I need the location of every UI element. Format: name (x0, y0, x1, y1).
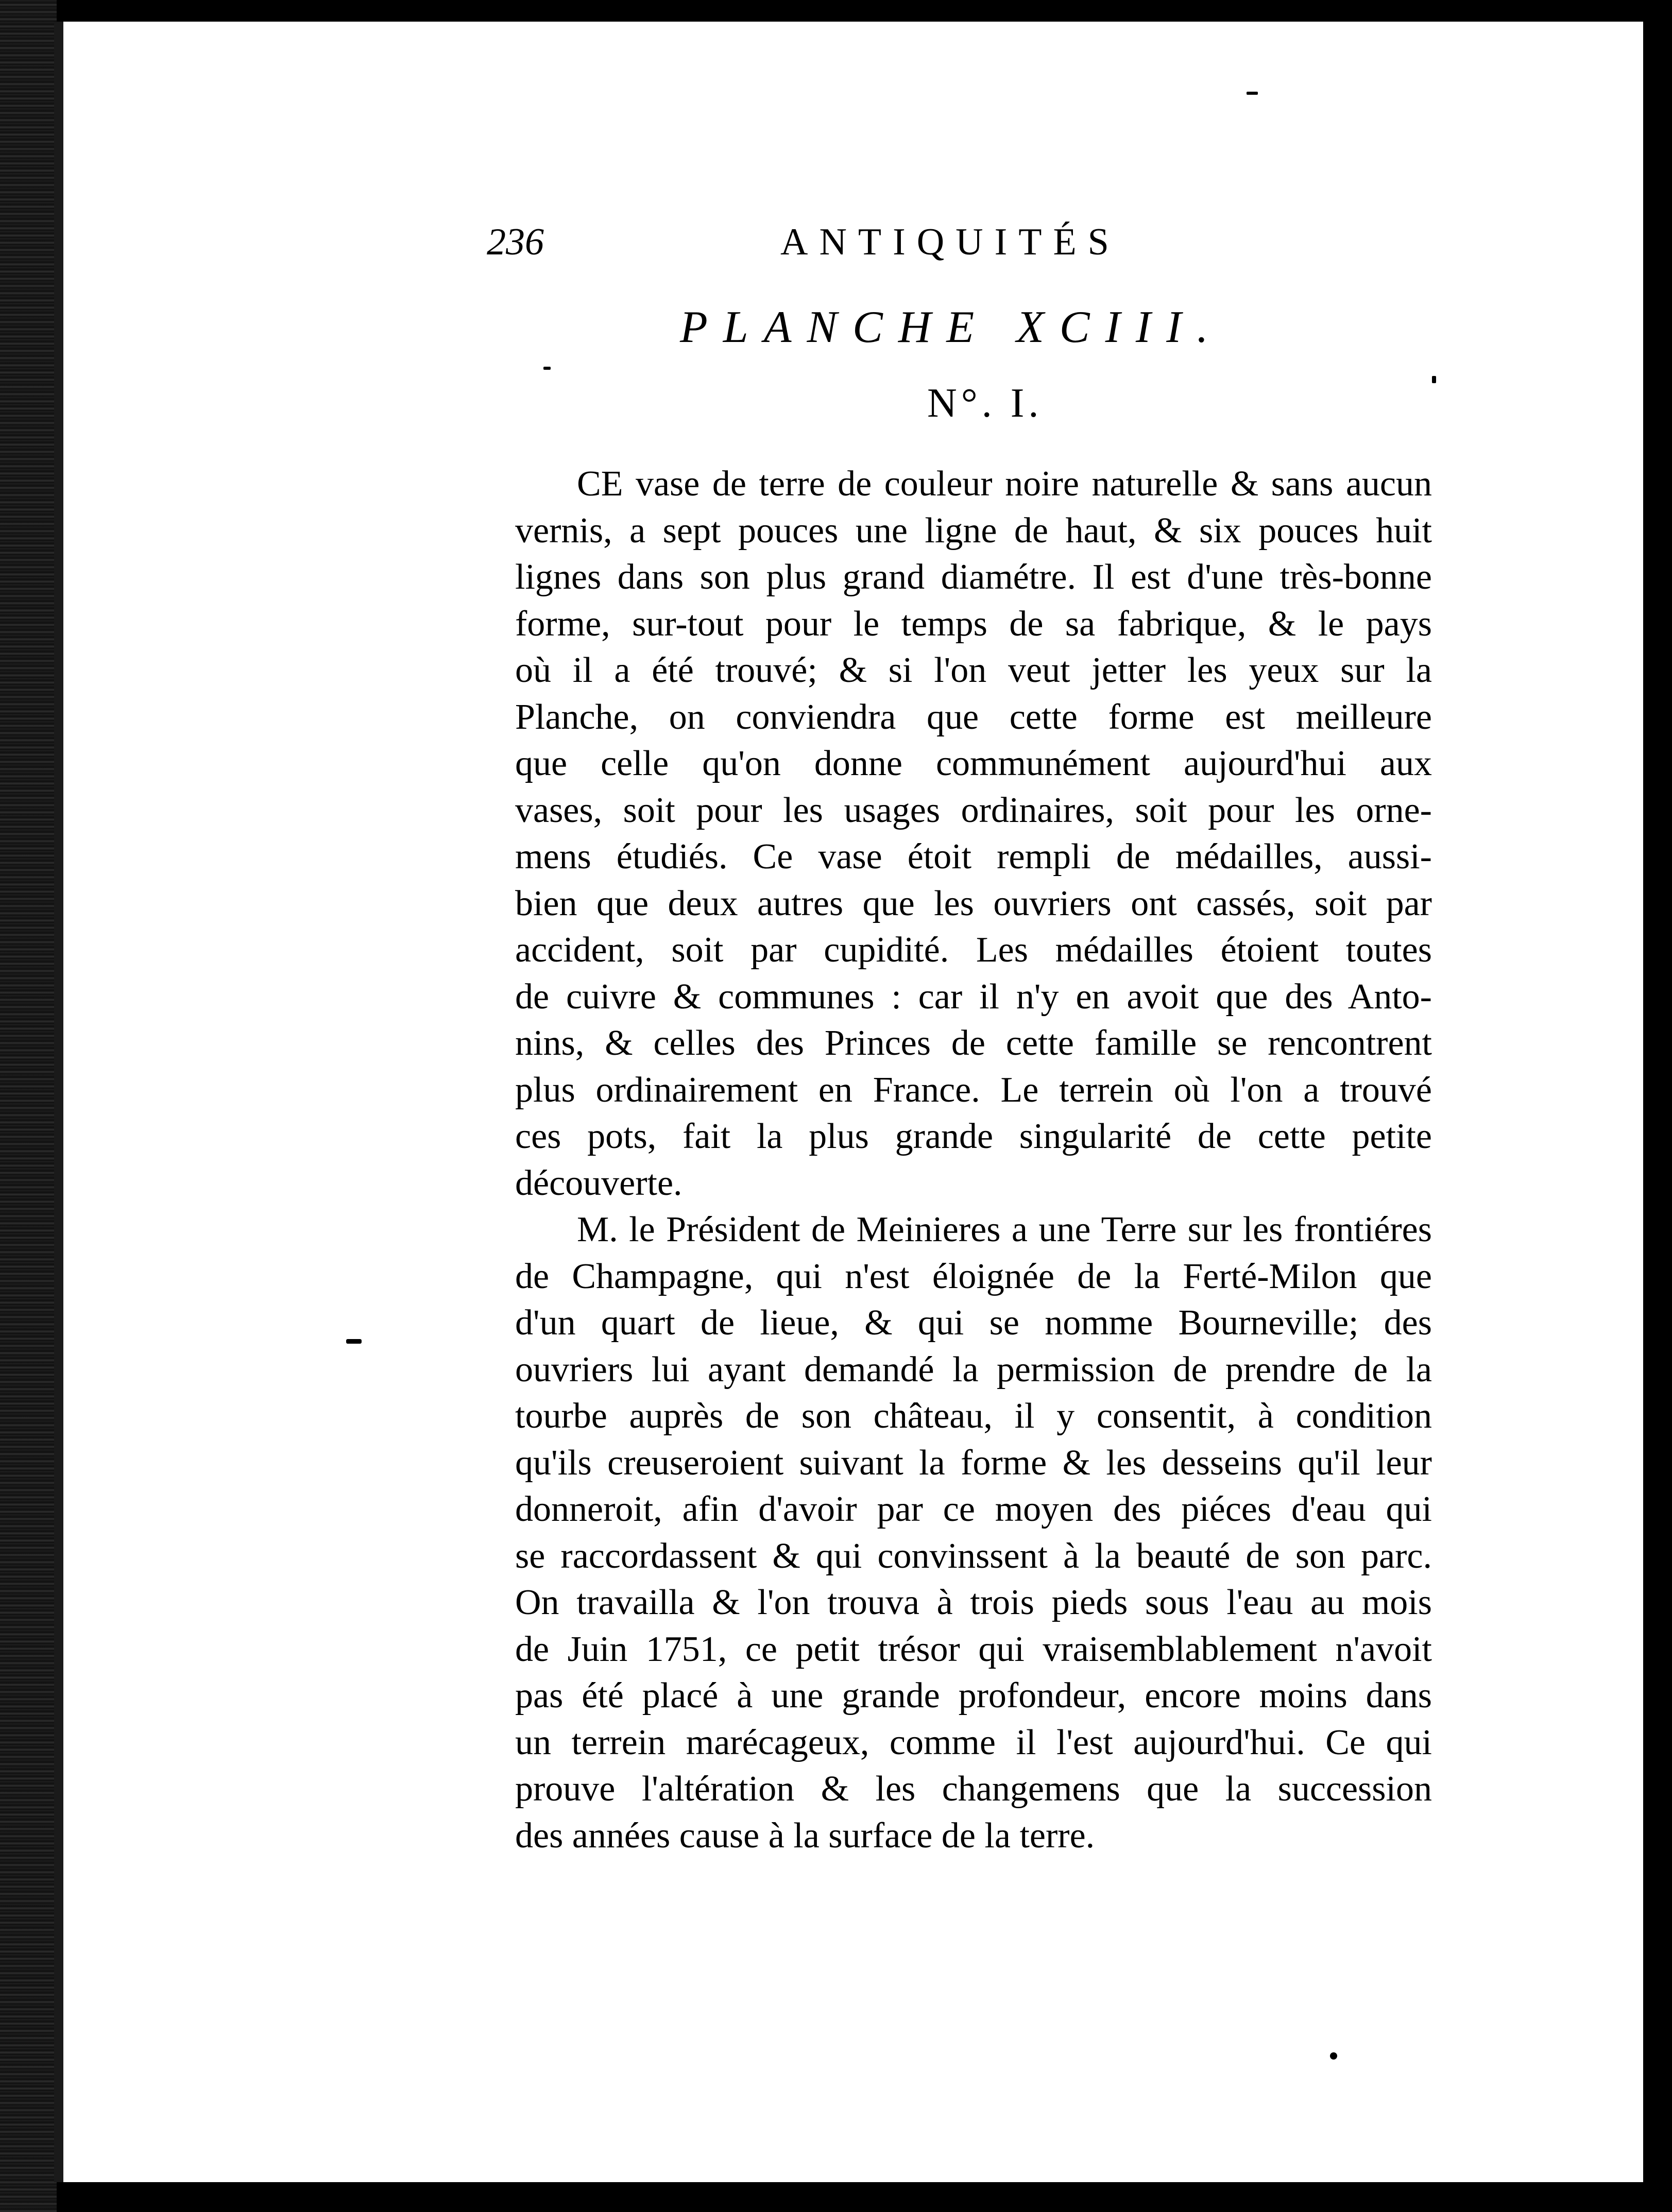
text-line: plus ordinairement en France. Le terrein où l'on a trouvé (515, 1070, 1432, 1110)
text-line: On travailla & l'on trouva à trois pieds sous l'eau au mois (515, 1583, 1432, 1622)
text-line: nins, & celles des Princes de cette famille se rencontrent (515, 1023, 1432, 1063)
text-line: de Champagne, qui n'est éloignée de la Ferté-Milon que (515, 1256, 1432, 1296)
scan-speck (543, 367, 551, 370)
text-line: accident, soit par cupidité. Les médailles étoient toutes (515, 930, 1432, 970)
page-number: 236 (487, 221, 544, 263)
scan-speck (1247, 92, 1258, 95)
text-line: pas été placé à une grande profondeur, encore moins dans (515, 1676, 1432, 1716)
paragraph-1 (515, 461, 1432, 1207)
text-line: découverte. (515, 1163, 683, 1203)
text-line: mens étudiés. Ce vase étoit rempli de médailles, aussi- (515, 837, 1432, 877)
text-line: ces pots, fait la plus grande singularité de cette petite (515, 1117, 1432, 1156)
text-line: se raccordassent & qui convinssent à la beauté de son parc. (515, 1536, 1432, 1576)
text-line: Planche, on conviendra que cette forme est meilleure (515, 697, 1432, 737)
running-head: ANTIQUITÉS (780, 221, 1120, 263)
text-line: tourbe auprès de son château, il y consentit, à condition (515, 1396, 1432, 1436)
text-line: vases, soit pour les usages ordinaires, soit pour les orne- (515, 790, 1432, 830)
scan-speck (346, 1339, 362, 1344)
text-line: vernis, a sept pouces une ligne de haut, & six pouces huit (515, 510, 1432, 551)
scan-speck (1330, 2052, 1337, 2060)
text-line: où il a été trouvé; & si l'on veut jetter les yeux sur la (515, 650, 1432, 690)
text-line: donneroit, afin d'avoir par ce moyen des piéces d'eau qui (515, 1489, 1432, 1529)
page-header (487, 220, 1223, 267)
plate-number: N°. I. (927, 381, 1043, 426)
scan-edge (0, 0, 57, 2212)
text-line: lignes dans son plus grand diamétre. Il est d'une très-bonne (515, 557, 1432, 597)
text-line: un terrein marécageux, comme il l'est aujourd'hui. Ce qui (515, 1722, 1432, 1762)
text-line: forme, sur-tout pour le temps de sa fabrique, & le pays (515, 604, 1432, 644)
text-line: des années cause à la surface de la terre. (515, 1815, 1095, 1856)
text-line: bien que deux autres que les ouvriers ont cassés, soit par (515, 883, 1432, 923)
text-line: M. le Président de Meinieres a une Terre sur les frontiéres (577, 1210, 1432, 1249)
text-line: ouvriers lui ayant demandé la permission de prendre de la (515, 1349, 1432, 1390)
body-text (515, 461, 1432, 1859)
text-line: que celle qu'on donne communément aujourd'hui aux (515, 744, 1432, 783)
text-line: d'un quart de lieue, & qui se nomme Bourneville; des (515, 1303, 1432, 1343)
text-line: de cuivre & communes : car il n'y en avoit que des Anto- (515, 976, 1432, 1017)
plate-title: PLANCHE XCIII. (680, 302, 1224, 352)
text-line: CE vase de terre de couleur noire naturelle & sans aucun (577, 464, 1432, 504)
scan-speck (1432, 376, 1436, 383)
text-line: prouve l'altération & les changemens que la succession (515, 1769, 1432, 1809)
text-line: qu'ils creuseroient suivant la forme & les desseins qu'il leur (515, 1443, 1432, 1483)
text-line: de Juin 1751, ce petit trésor qui vraisemblablement n'avoit (515, 1629, 1432, 1669)
paragraph-2 (515, 1207, 1432, 1859)
